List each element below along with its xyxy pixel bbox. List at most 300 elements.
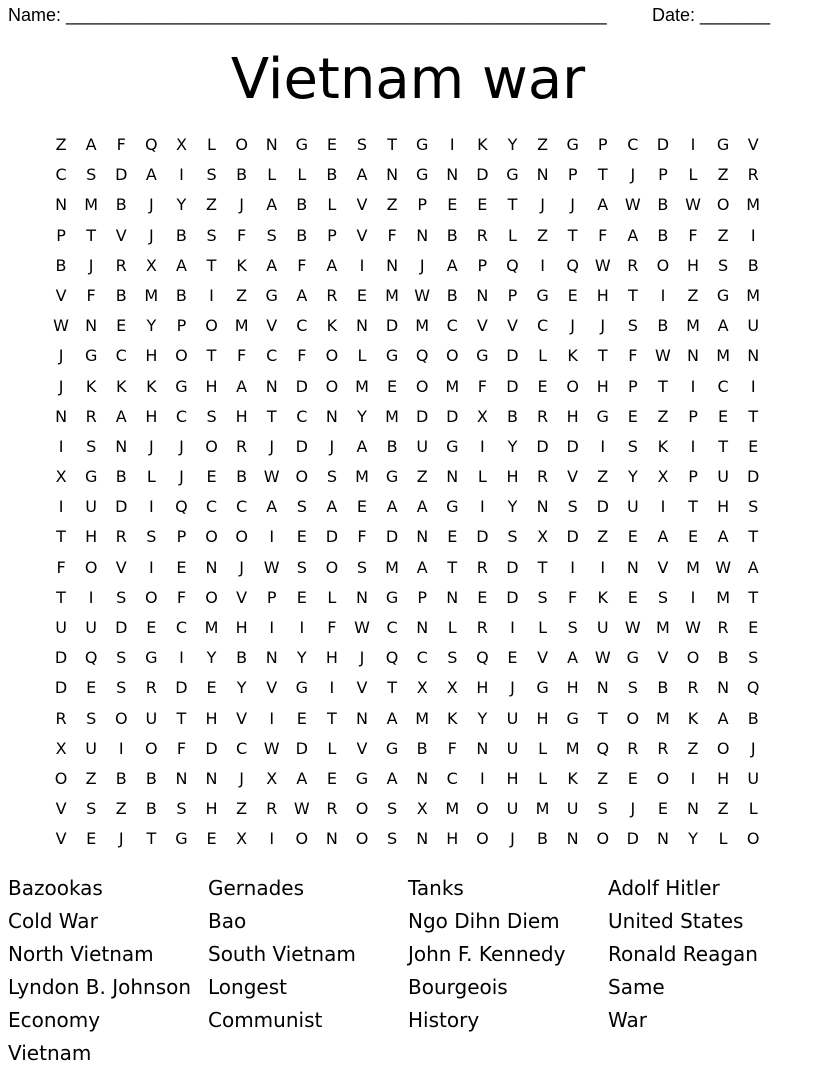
grid-letter[interactable]: L [267,165,277,185]
grid-letter[interactable]: O [175,346,188,366]
grid-letter[interactable]: M [746,285,761,305]
grid-letter[interactable]: X [416,799,428,819]
grid-letter[interactable]: V [657,557,669,577]
grid-letter[interactable]: V [115,225,127,245]
grid-letter[interactable]: W [594,255,611,275]
grid-letter[interactable]: D [566,527,579,547]
grid-letter[interactable]: T [748,527,759,547]
grid-letter[interactable]: W [624,195,641,215]
grid-letter[interactable]: C [296,316,308,336]
grid-letter[interactable]: E [627,406,638,426]
grid-letter[interactable]: S [567,618,578,637]
grid-letter[interactable]: B [747,255,759,275]
grid-letter[interactable]: D [54,678,68,698]
grid-letter[interactable]: R [627,738,639,758]
grid-letter[interactable]: T [206,255,217,275]
grid-letter[interactable]: V [356,225,368,245]
grid-letter[interactable]: J [58,376,64,396]
grid-letter[interactable]: F [357,527,367,547]
grid-letter[interactable]: H [325,648,338,668]
grid-letter[interactable]: X [55,467,67,487]
grid-letter[interactable]: I [480,768,485,788]
grid-letter[interactable]: D [205,738,218,758]
grid-letter[interactable]: G [415,135,429,154]
grid-letter[interactable]: O [205,527,218,547]
grid-letter[interactable]: L [507,225,517,245]
grid-letter[interactable]: H [536,708,549,728]
grid-letter[interactable]: K [115,376,127,396]
grid-letter[interactable]: J [148,195,154,215]
grid-letter[interactable]: D [446,406,459,426]
grid-letter[interactable]: I [269,708,275,728]
grid-letter[interactable]: K [597,587,608,607]
grid-letter[interactable]: I [570,557,575,577]
grid-letter[interactable]: G [84,346,98,366]
grid-letter[interactable]: O [716,738,730,758]
grid-letter[interactable]: D [54,648,68,668]
grid-letter[interactable]: V [657,648,669,668]
grid-letter[interactable]: M [656,708,670,728]
grid-letter[interactable]: U [506,738,519,758]
grid-letter[interactable]: O [746,829,760,849]
grid-letter[interactable]: Q [145,135,158,154]
grid-letter[interactable]: S [718,255,729,275]
grid-letter[interactable]: O [145,738,158,758]
grid-letter[interactable]: D [385,316,399,336]
grid-letter[interactable]: D [175,678,188,698]
grid-letter[interactable]: D [536,436,549,456]
grid-letter[interactable]: B [506,406,518,426]
grid-letter[interactable]: N [476,738,489,758]
grid-letter[interactable]: W [263,467,280,487]
grid-letter[interactable]: E [146,618,157,637]
grid-letter[interactable]: F [688,225,698,245]
grid-letter[interactable]: D [295,436,308,456]
grid-letter[interactable]: H [506,768,519,788]
grid-letter[interactable]: S [597,799,608,819]
grid-letter[interactable]: R [476,225,488,245]
grid-letter[interactable]: R [476,618,488,637]
grid-letter[interactable]: E [296,708,307,728]
grid-letter[interactable]: T [658,376,668,396]
grid-letter[interactable]: R [326,285,338,305]
grid-letter[interactable]: T [748,406,759,426]
grid-letter[interactable]: A [356,165,368,185]
grid-letter[interactable]: A [356,436,368,456]
grid-letter[interactable]: D [476,527,489,547]
grid-letter[interactable]: H [235,618,248,637]
grid-letter[interactable]: E [507,648,518,668]
grid-letter[interactable]: W [715,557,732,577]
grid-letter[interactable]: I [329,678,335,698]
grid-letter[interactable]: N [717,678,730,698]
grid-letter[interactable]: V [567,467,579,487]
grid-letter[interactable]: A [266,195,278,215]
grid-letter[interactable]: T [597,346,608,366]
grid-letter[interactable]: C [446,768,458,788]
grid-letter[interactable]: J [630,165,636,185]
grid-letter[interactable]: H [476,678,489,698]
grid-letter[interactable]: B [115,285,127,305]
grid-letter[interactable]: N [416,829,429,849]
grid-letter[interactable]: G [566,708,579,728]
grid-letter[interactable]: O [476,829,489,849]
grid-letter[interactable]: H [687,255,700,275]
grid-letter[interactable]: Y [206,648,217,668]
grid-letter[interactable]: I [269,527,275,547]
grid-letter[interactable]: J [540,195,545,215]
grid-letter[interactable]: S [627,316,638,336]
grid-letter[interactable]: T [146,829,157,849]
grid-letter[interactable]: H [566,406,579,426]
grid-letter[interactable]: U [85,738,97,758]
grid-letter[interactable]: D [115,618,128,637]
grid-letter[interactable]: A [266,497,278,517]
grid-letter[interactable]: O [205,587,218,607]
grid-letter[interactable]: R [236,436,248,456]
grid-letter[interactable]: R [536,406,549,426]
grid-letter[interactable]: Y [357,406,367,426]
grid-letter[interactable]: C [536,316,549,336]
grid-letter[interactable]: A [416,557,428,577]
grid-letter[interactable]: B [446,225,458,245]
grid-letter[interactable]: X [236,829,248,849]
grid-letter[interactable]: F [327,618,337,637]
grid-letter[interactable]: J [570,195,575,215]
grid-letter[interactable]: S [206,165,217,185]
grid-letter[interactable]: N [205,557,218,577]
grid-letter[interactable]: H [235,406,248,426]
grid-letter[interactable]: I [179,165,184,185]
grid-letter[interactable]: B [236,648,248,668]
grid-letter[interactable]: R [687,678,699,698]
grid-letter[interactable]: Z [236,285,248,305]
grid-letter[interactable]: G [716,285,730,305]
grid-letter[interactable]: D [626,829,639,849]
grid-letter[interactable]: Y [507,135,518,154]
grid-letter[interactable]: Z [597,768,609,788]
grid-letter[interactable]: Z [115,799,127,819]
grid-letter[interactable]: A [386,768,398,788]
grid-letter[interactable]: Q [476,648,489,668]
grid-letter[interactable]: T [447,557,458,577]
grid-letter[interactable]: S [387,799,398,819]
grid-letter[interactable]: T [597,165,608,185]
grid-letter[interactable]: Z [386,195,398,215]
grid-letter[interactable]: J [600,316,606,336]
grid-letter[interactable]: H [596,376,609,396]
grid-letter[interactable]: N [416,768,429,788]
grid-letter[interactable]: X [537,527,549,547]
grid-letter[interactable]: S [296,497,307,517]
grid-letter[interactable]: P [688,406,698,426]
grid-letter[interactable]: T [567,225,578,245]
grid-letter[interactable]: O [295,829,309,849]
grid-letter[interactable]: M [385,285,399,305]
grid-letter[interactable]: S [507,527,518,547]
grid-letter[interactable]: P [658,165,668,185]
grid-letter[interactable]: Y [507,436,518,456]
grid-letter[interactable]: C [175,406,187,426]
grid-letter[interactable]: B [657,195,669,215]
grid-letter[interactable]: O [235,135,248,154]
grid-letter[interactable]: B [657,316,669,336]
grid-letter[interactable]: C [236,497,248,517]
grid-letter[interactable]: D [295,738,308,758]
grid-letter[interactable]: G [446,497,459,517]
grid-letter[interactable]: E [748,618,759,637]
grid-letter[interactable]: G [415,165,429,185]
grid-letter[interactable]: G [265,285,278,305]
grid-letter[interactable]: E [296,587,307,607]
grid-letter[interactable]: T [206,346,217,366]
grid-letter[interactable]: N [55,195,68,215]
grid-letter[interactable]: E [567,285,578,305]
grid-letter[interactable]: A [597,195,609,215]
grid-letter[interactable]: D [476,165,489,185]
grid-letter[interactable]: L [297,165,307,185]
grid-letter[interactable]: S [627,436,638,456]
grid-letter[interactable]: P [56,225,66,245]
grid-letter[interactable]: U [747,768,760,788]
grid-letter[interactable]: B [115,467,127,487]
name-field[interactable]: Name: ______________________________________________________ [8,5,607,25]
grid-letter[interactable]: Q [566,255,579,275]
grid-letter[interactable]: K [85,376,97,396]
grid-letter[interactable]: N [205,768,218,788]
grid-letter[interactable]: L [327,738,337,758]
grid-letter[interactable]: B [145,768,157,788]
grid-letter[interactable]: E [447,527,458,547]
grid-letter[interactable]: V [266,678,278,698]
grid-letter[interactable]: W [655,346,671,366]
grid-letter[interactable]: T [56,587,66,607]
grid-letter[interactable]: L [538,738,547,758]
grid-letter[interactable]: W [414,285,431,305]
grid-letter[interactable]: P [688,467,698,487]
grid-letter[interactable]: F [297,346,307,366]
grid-letter[interactable]: N [416,225,429,245]
grid-letter[interactable]: M [565,738,580,758]
grid-letter[interactable]: Q [175,497,188,517]
grid-letter[interactable]: C [175,618,187,637]
grid-letter[interactable]: V [55,799,67,819]
grid-letter[interactable]: O [145,587,158,607]
grid-letter[interactable]: Z [597,467,609,487]
grid-letter[interactable]: F [628,346,638,366]
grid-letter[interactable]: K [447,708,458,728]
grid-letter[interactable]: Q [596,738,610,758]
grid-letter[interactable]: E [477,195,488,215]
grid-letter[interactable]: A [296,768,308,788]
grid-letter[interactable]: P [477,255,488,275]
grid-letter[interactable]: X [145,255,157,275]
grid-letter[interactable]: H [205,799,218,819]
grid-letter[interactable]: V [55,285,67,305]
grid-letter[interactable]: B [296,195,308,215]
grid-letter[interactable]: B [537,829,549,849]
grid-letter[interactable]: T [627,285,638,305]
grid-letter[interactable]: F [56,557,66,577]
grid-letter[interactable]: O [295,467,309,487]
grid-letter[interactable]: K [567,346,578,366]
grid-letter[interactable]: N [446,467,459,487]
grid-letter[interactable]: O [566,376,579,396]
grid-letter[interactable]: E [356,497,368,517]
grid-letter[interactable]: B [175,225,187,245]
grid-letter[interactable]: N [566,829,579,849]
grid-letter[interactable]: B [236,165,248,185]
grid-letter[interactable]: C [236,738,248,758]
grid-letter[interactable]: O [325,376,339,396]
grid-letter[interactable]: E [86,678,97,698]
grid-letter[interactable]: Z [416,467,428,487]
grid-letter[interactable]: C [55,165,67,185]
grid-letter[interactable]: U [566,799,579,819]
grid-letter[interactable]: Q [506,255,519,275]
grid-letter[interactable]: Z [717,165,729,185]
grid-letter[interactable]: H [566,678,579,698]
grid-letter[interactable]: B [717,648,729,668]
grid-letter[interactable]: Z [687,285,699,305]
grid-letter[interactable]: N [687,799,699,819]
grid-letter[interactable]: I [118,738,124,758]
grid-letter[interactable]: K [657,436,669,456]
grid-letter[interactable]: N [175,768,188,788]
grid-letter[interactable]: M [746,195,761,215]
grid-letter[interactable]: V [356,678,368,698]
grid-letter[interactable]: J [630,799,636,819]
grid-letter[interactable]: Q [84,648,98,668]
grid-letter[interactable]: W [354,618,370,637]
grid-letter[interactable]: I [88,587,94,607]
grid-letter[interactable]: I [58,497,64,517]
grid-letter[interactable]: V [236,708,248,728]
grid-letter[interactable]: F [237,225,247,245]
grid-letter[interactable]: H [205,708,218,728]
grid-letter[interactable]: Y [176,195,187,215]
grid-letter[interactable]: E [326,768,337,788]
grid-letter[interactable]: P [266,587,277,607]
grid-letter[interactable]: J [179,436,184,456]
grid-letter[interactable]: Q [415,346,429,366]
grid-letter[interactable]: L [538,768,547,788]
grid-letter[interactable]: J [118,829,124,849]
grid-letter[interactable]: G [385,467,399,487]
grid-letter[interactable]: J [570,316,575,336]
grid-letter[interactable]: K [236,255,247,275]
grid-letter[interactable]: D [566,436,579,456]
grid-letter[interactable]: Z [717,799,729,819]
grid-letter[interactable]: J [148,436,154,456]
grid-letter[interactable]: D [115,165,128,185]
grid-letter[interactable]: S [116,678,127,698]
grid-letter[interactable]: O [656,768,670,788]
grid-letter[interactable]: B [657,678,669,698]
grid-letter[interactable]: L [688,165,698,185]
grid-letter[interactable]: I [690,587,696,607]
grid-letter[interactable]: I [600,557,606,577]
grid-letter[interactable]: V [266,316,278,336]
grid-letter[interactable]: A [326,255,338,275]
grid-letter[interactable]: I [540,255,545,275]
grid-letter[interactable]: S [748,648,759,668]
grid-letter[interactable]: H [85,527,98,547]
grid-letter[interactable]: N [85,316,98,336]
grid-letter[interactable]: D [416,406,429,426]
grid-letter[interactable]: M [144,285,159,305]
grid-letter[interactable]: A [115,406,127,426]
grid-letter[interactable]: A [145,165,157,185]
grid-letter[interactable]: M [84,195,99,215]
grid-letter[interactable]: U [55,618,67,637]
grid-letter[interactable]: Z [85,768,97,788]
grid-letter[interactable]: A [175,255,187,275]
grid-letter[interactable]: A [747,557,759,577]
grid-letter[interactable]: A [236,376,248,396]
grid-letter[interactable]: D [506,587,519,607]
grid-letter[interactable]: D [506,346,519,366]
grid-letter[interactable]: V [747,135,759,154]
grid-letter[interactable]: N [265,376,278,396]
grid-letter[interactable]: W [293,799,310,819]
grid-letter[interactable]: J [179,467,184,487]
grid-letter[interactable]: C [446,316,458,336]
grid-letter[interactable]: U [506,708,519,728]
grid-letter[interactable]: F [297,255,307,275]
grid-letter[interactable]: D [385,527,399,547]
grid-letter[interactable]: T [327,708,337,728]
grid-letter[interactable]: C [266,346,278,366]
grid-letter[interactable]: I [209,285,214,305]
grid-letter[interactable]: F [237,346,247,366]
grid-letter[interactable]: W [263,557,280,577]
grid-letter[interactable]: S [537,587,548,607]
grid-letter[interactable]: J [269,436,275,456]
grid-letter[interactable]: T [176,708,187,728]
grid-letter[interactable]: D [506,376,519,396]
grid-letter[interactable]: N [265,648,278,668]
grid-letter[interactable]: C [296,406,308,426]
grid-letter[interactable]: S [86,799,97,819]
grid-letter[interactable]: S [567,497,578,517]
grid-letter[interactable]: G [506,165,519,185]
grid-letter[interactable]: H [717,768,730,788]
grid-letter[interactable]: A [446,255,458,275]
grid-letter[interactable]: N [626,557,639,577]
grid-letter[interactable]: J [88,255,94,275]
grid-letter[interactable]: G [84,467,98,487]
grid-letter[interactable]: X [266,768,278,788]
grid-letter[interactable]: M [204,618,219,637]
grid-letter[interactable]: E [116,316,127,336]
grid-letter[interactable]: L [538,346,547,366]
grid-letter[interactable]: F [477,376,487,396]
grid-letter[interactable]: N [386,255,399,275]
grid-letter[interactable]: T [537,557,548,577]
grid-letter[interactable]: C [115,346,127,366]
grid-letter[interactable]: I [299,618,305,637]
grid-letter[interactable]: X [476,406,488,426]
grid-letter[interactable]: R [266,799,278,819]
grid-letter[interactable]: A [567,648,579,668]
grid-letter[interactable]: B [386,436,398,456]
grid-letter[interactable]: U [626,497,639,517]
grid-letter[interactable]: G [476,346,489,366]
grid-letter[interactable]: N [55,406,68,426]
grid-letter[interactable]: A [266,255,278,275]
grid-letter[interactable]: A [326,497,338,517]
